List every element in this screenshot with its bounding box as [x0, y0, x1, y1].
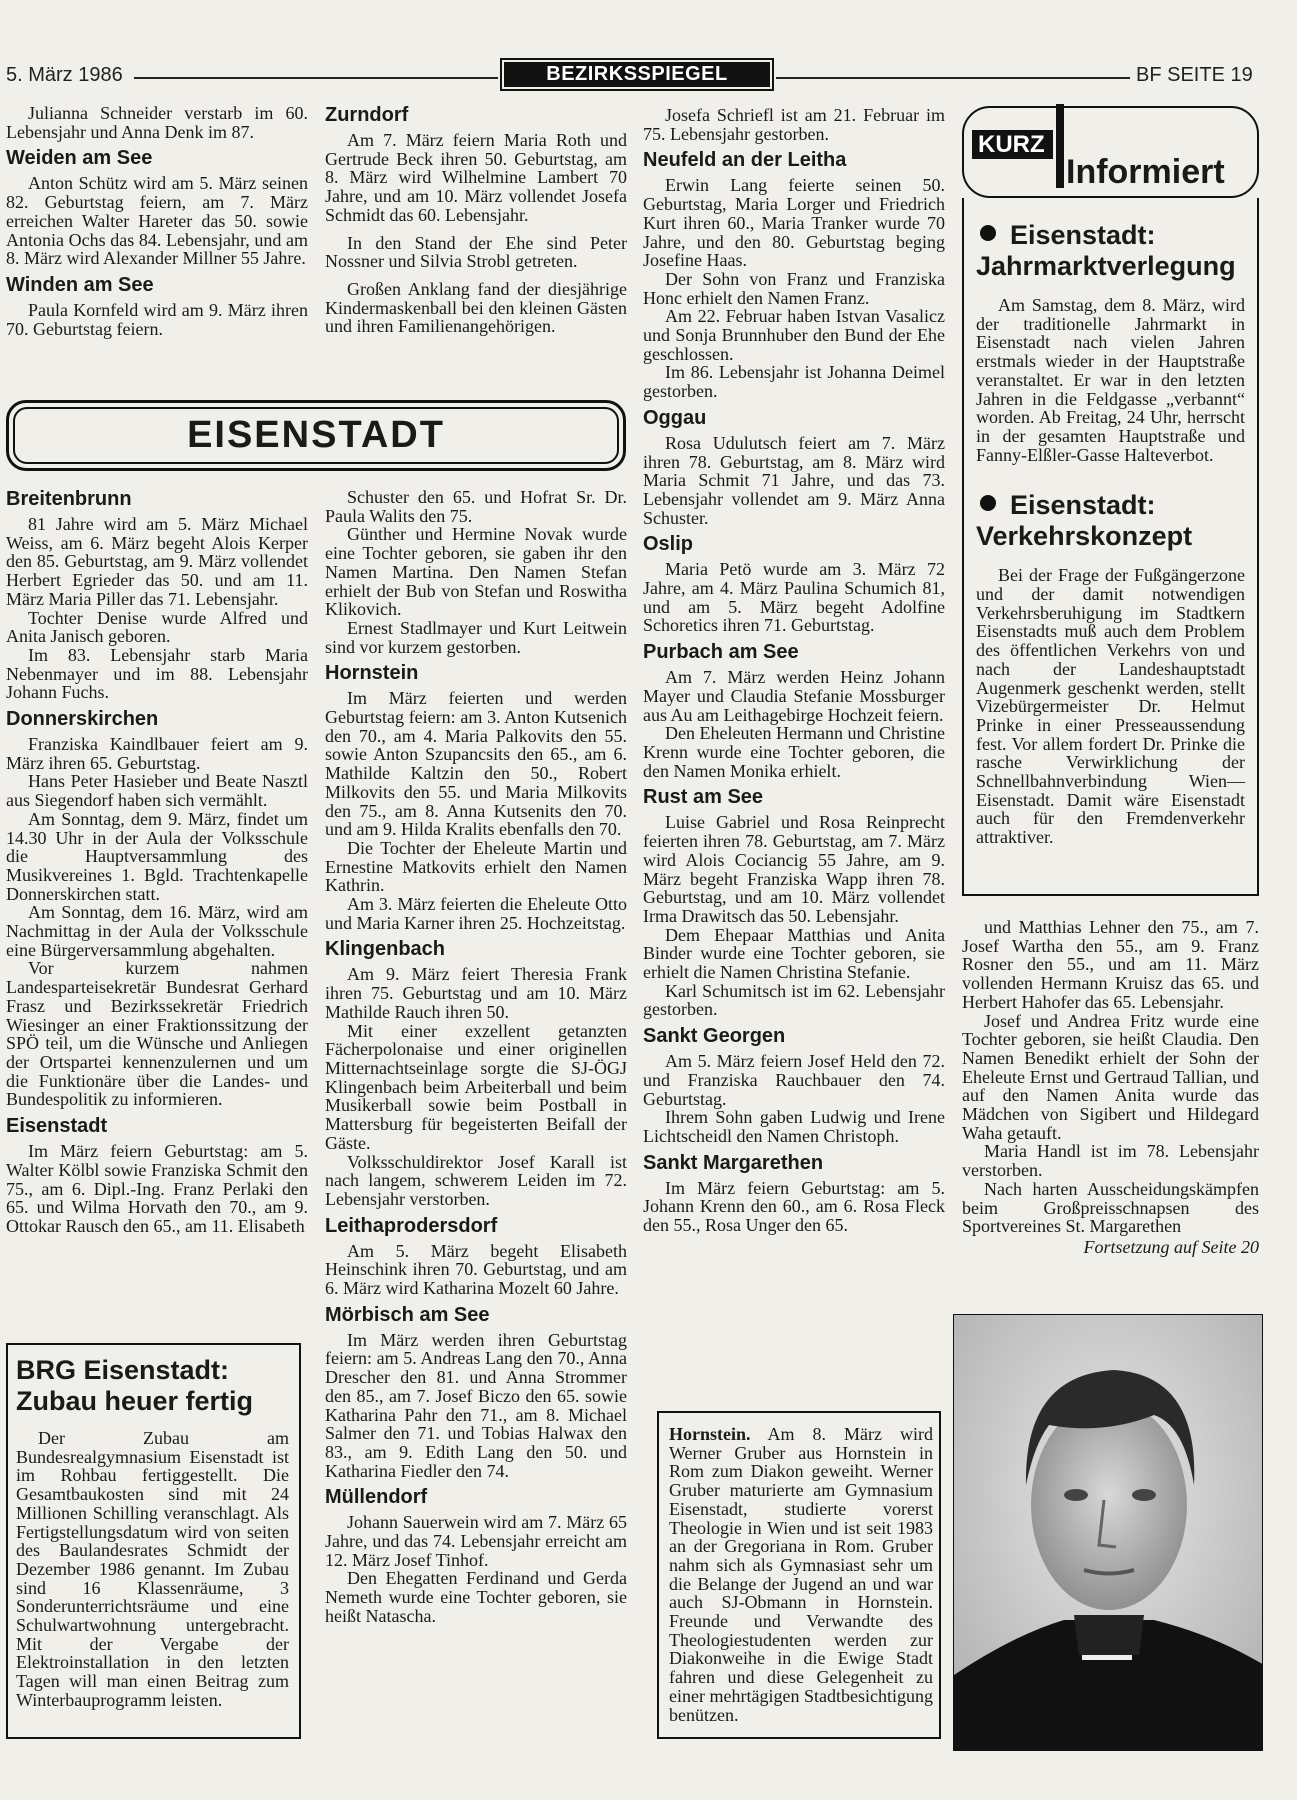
article-paragraph: Nach harten Ausscheidungskämpfen beim Großpreisschnapsen des Sportvereines St. Margarethen [962, 1178, 1259, 1237]
article-paragraph: Vor kurzem nahmen Landesparteisekretär Bundesrat Gerhard Frasz und Bezirkssekretär Friedrich Wiesinger an einer Fraktionssitzung der SPÖ teil, um die Wünsche und Anliegen der Ortspartei kennenzulernen und um die Funktionäre über die Landes- und Bundespolitik zu informieren. [6, 958, 308, 1110]
news-body: Am Samstag, dem 8. März, wird der traditionelle Jahrmarkt in Eisenstadt nach vielen Jahren erstmals wieder in der Hauptstraße veranstaltet. Er war in den letzten Jahren in die Feldgasse „verbannt“ worden. Ab Freitag, 24 Uhr, herrscht in der gesamten Hauptstraße und Fanny-Elßler-Gasse Halteverbot. [976, 295, 1245, 465]
bullet-icon [980, 495, 996, 511]
header-rule-right [776, 77, 1130, 79]
kurz-informiert-box [962, 106, 1259, 896]
column-2-top [325, 104, 627, 336]
locality-heading: Rust am See [643, 786, 764, 809]
caption-lead: Hornstein. [669, 1424, 751, 1444]
kurz-informiert-header [962, 106, 1259, 198]
article-paragraph: Rosa Udulutsch feiert am 7. März ihren 78. Geburtstag, am 8. März wird Maria Schmit 71 Jahre, und das 73. Lebensjahr vollendet am 9. März Anna Schuster. [643, 432, 945, 528]
article-paragraph: Der Sohn von Franz und Franziska Honc erhielt den Namen Franz. [643, 268, 945, 308]
portrait-photo [953, 1314, 1263, 1751]
issue-date: 5. März 1986 [6, 64, 123, 86]
page-number: BF SEITE 19 [1136, 64, 1253, 86]
header-rule-left [134, 77, 498, 79]
article-paragraph: Hans Peter Hasieber und Beate Nasztl aus Siegendorf haben sich vermählt. [6, 771, 308, 811]
article-paragraph: Maria Petö wurde am 3. März 72 Jahre, am 4. März Paulina Schumich 81, und am 5. März begeht Adolfine Schoretics ihren 71. Geburtstag. [643, 559, 945, 636]
article-paragraph: Dem Ehepaar Matthias und Anita Binder wurde eine Tochter geboren, sie erhielt die Namen Christina Stefanie. [643, 924, 945, 983]
article-paragraph: 81 Jahre wird am 5. März Michael Weiss, am 6. März begeht Alois Kerper den 85. Geburtstag, am 9. März vollendet Herbert Egrieder das 50. und am 11. März Maria Piller das 71. Lebensjahr. [6, 514, 308, 609]
article-paragraph: Großen Anklang fand der diesjährige Kindermaskenball bei den kleinen Gästen und ihren Familienangehörigen. [325, 278, 627, 337]
article-paragraph: Am Sonntag, dem 16. März, wird am Nachmittag in der Aula der Volksschule eine Bürgerversammlung abgehalten. [6, 902, 308, 960]
article-paragraph: Den Ehegatten Ferdinand und Gerda Nemeth wurde eine Tochter geboren, sie heißt Natascha. [325, 1568, 627, 1626]
eisenstadt-banner [6, 400, 626, 471]
article-paragraph: Die Tochter der Eheleute Martin und Ernestine Matkovits erhielt den Namen Kathrin. [325, 837, 627, 896]
article-paragraph: Julianna Schneider verstarb im 60. Lebensjahr und Anna Denk im 87. [6, 103, 308, 142]
locality-heading: Breitenbrunn [6, 488, 132, 510]
column-1-top [6, 104, 308, 338]
article-paragraph: Franziska Kaindlbauer feiert am 9. März ihren 65. Geburtstag. [6, 734, 308, 773]
article-paragraph: In den Stand der Ehe sind Peter Nossner und Silvia Strobl getreten. [325, 232, 627, 272]
locality-heading: Zurndorf [325, 104, 409, 126]
article-paragraph: Mit einer exzellent getanzten Fächerpolonaise und einer originellen Mitternachtseinlage sorgte die SJ-ÖGJ Klingenbach beim Arbeiterball und beim Musikerball sowie beim Postball in Mattersburg für begeisterten Beifall der Gäste. [325, 1020, 627, 1153]
article-paragraph: Erwin Lang feierte seinen 50. Geburtstag, Maria Lorger und Friedrich Kurt ihren 60., Maria Tranker wurde 70 Jahre, und den 80. Geburtstag beging Josefine Haas. [643, 175, 945, 271]
kurz-title: Informiert [1066, 153, 1225, 191]
column-1-lower [6, 488, 308, 1236]
locality-heading: Sankt Margarethen [643, 1151, 824, 1174]
article-paragraph: Ernest Stadlmayer und Kurt Leitwein sind vor kurzem gestorben. [325, 617, 627, 657]
article-paragraph: Josef und Andrea Fritz wurde eine Tochter geboren, sie heißt Claudia. Den Namen Benedikt erhielt der Sohn der Eheleute Ernst und Gertraud Tallian, und auf den Namen Anita wurde das Mädchen von Sigibert und Hildegard Waha getauft. [962, 1010, 1259, 1143]
article-paragraph: Volksschuldirektor Josef Karall ist nach langem, schwerem Leiden im 72. Lebensjahr verstorben. [325, 1151, 627, 1209]
locality-heading: Oslip [643, 533, 694, 556]
column-4-lower [962, 918, 1259, 1257]
article-paragraph: Im März werden ihren Geburtstag feiern: am 5. Andreas Lang den 70., Anna Drescher den 81. und Anna Strommer den 85., am 7. Josef Biczo den 65. sowie Katharina Pahr den 71., am 8. Michael Salmer den 71. und Tobias Halwax den 83., am 9. Edith Lang den 50. und Katharina Fiedler den 74. [325, 1329, 627, 1481]
article-paragraph: Günther und Hermine Novak wurde eine Tochter geboren, sie gaben ihr den Namen Martina. Den Namen Stefan erhielt der Bub von Stefan und Roswitha Klikovich. [325, 524, 627, 620]
article-paragraph: Am 22. Februar haben Istvan Vasalicz und Sonja Brunnhuber den Bund der Ehe geschlossen. [643, 306, 945, 364]
article-paragraph: Am 7. März feiern Maria Roth und Gertrude Beck ihren 50. Geburtstag, am 8. März wird Wilhelmine Lambert 70 Jahre, und am 10. März vollendet Josefa Schmidt das 60. Lebensjahr. [325, 130, 627, 225]
brg-body: Der Zubau am Bundesrealgymnasium Eisenstadt ist im Rohbau fertiggestellt. Die Gesamtbaukosten sind mit 24 Millionen Schilling veranschlagt. Als Fertigstellungsdatum wird von seiten des Baulandesrates Schmidt der Dezember 1986 genannt. Im Zubau sind 16 Klassenräume, 3 Sonderunterrichtsräume und eine Schulwartwohnung untergebracht. Mit der Vergabe der Elektroinstallation in den letzten Tagen will man einen Beitrag zum Winterbauprogramm leisten. [16, 1428, 289, 1710]
column-3 [643, 106, 945, 1235]
article-paragraph: Josefa Schriefl ist am 21. Februar im 75. Lebensjahr gestorben. [643, 105, 945, 144]
article-paragraph: Anton Schütz wird am 5. März seinen 82. Geburtstag feiern, am 7. März erreichen Walter Hareter das 50. sowie Antonia Ochs das 84. Lebensjahr, und am 8. März wird Alexander Millner 55 Jahre. [6, 173, 308, 269]
article-paragraph: Tochter Denise wurde Alfred und Anita Janisch geboren. [6, 607, 308, 647]
article-paragraph: Ihrem Sohn gaben Ludwig und Irene Lichtscheidl den Namen Christoph. [643, 1107, 945, 1146]
article-paragraph: Am 5. März begeht Elisabeth Heinschink ihren 70. Geburtstag, und am 6. März wird Katharina Mozelt 60 Jahre. [325, 1240, 627, 1299]
continuation-note: Fortsetzung auf Seite 20 [1083, 1236, 1259, 1257]
article-paragraph: Luise Gabriel und Rosa Reinprecht feierten ihren 78. Geburtstag, am 7. März wird Alois Cociancig 55 Jahre, am 9. März begeht Franziska Wapp ihren 78. Geburtstag, und am 10. März vollendet Irma Drawitsch das 50. Lebensjahr. [643, 812, 945, 926]
article-paragraph: Am 9. März feiert Theresia Frank ihren 75. Geburtstag und am 10. März Mathilde Rauch ihren 50. [325, 964, 627, 1022]
article-paragraph: Im 86. Lebensjahr ist Johanna Deimel gestorben. [643, 362, 945, 402]
caption-body: Am 8. März wird Werner Gruber aus Hornstein in Rom zum Diakon geweiht. Werner Gruber maturierte am Gymnasium Eisenstadt, studierte vorerst Theologie in Wien und ist seit 1983 an der Gregoriana in Rom. Gruber nahm sich als Gymnasiast sehr um die Belange der Jugend an und war auch SJ-Obmann in Hornstein. Freunde und Verwandte des Theologiestudenten werden zur Diakonweihe in die Ewige Stadt fahren und diese Gelegenheit zu einer mehrtägigen Stadtbesichtigung benützen. [669, 1424, 933, 1725]
locality-heading: Klingenbach [325, 938, 446, 961]
article-paragraph: Johann Sauerwein wird am 7. März 65 Jahre, und das 74. Lebensjahr erreicht am 12. März Josef Tinhof. [325, 1512, 627, 1570]
locality-heading: Mörbisch am See [325, 1303, 490, 1326]
article-paragraph: Am 7. März werden Heinz Johann Mayer und Claudia Stefanie Mossburger aus Au am Leithagebirge Hochzeit feiern. [643, 667, 945, 725]
article-paragraph: Im 83. Lebensjahr starb Maria Nebenmayer und im 88. Lebensjahr Johann Fuchs. [6, 644, 308, 703]
news-headline: Eisenstadt: Jahrmarktverlegung [976, 220, 1236, 281]
locality-heading: Müllendorf [325, 1486, 428, 1509]
article-paragraph: Maria Handl ist im 78. Lebensjahr verstorben. [962, 1141, 1259, 1181]
article-paragraph: Schuster den 65. und Hofrat Sr. Dr. Paula Walits den 75. [325, 487, 627, 526]
article-paragraph: Am 3. März feierten die Eheleute Otto und Maria Karner ihren 25. Hochzeitstag. [325, 894, 627, 933]
locality-heading: Weiden am See [6, 147, 153, 170]
article-paragraph: Im März feierten und werden Geburtstag feiern: am 3. Anton Kutsenich den 70., am 4. Maria Palkovits den 55. sowie Anton Szupancsits den 65., am 6. Mathilde Kaltzin den 50., Robert Milkovits den 55. und Maria Milkovits den 75., am 8. Anna Kutsenits den 70. und am 9. Hilda Kralits ebenfalls den 70. [325, 688, 627, 840]
photo-caption [657, 1411, 941, 1739]
kurz-divider-bar [1056, 104, 1064, 188]
brg-article-box [6, 1343, 301, 1739]
kurz-informiert-body [962, 198, 1259, 896]
photo-feature [643, 1314, 1263, 1751]
locality-heading: Sankt Georgen [643, 1025, 786, 1048]
news-headline: Eisenstadt: Verkehrskonzept [976, 490, 1193, 552]
locality-heading: Hornstein [325, 662, 419, 685]
article-paragraph: Paula Kornfeld wird am 9. März ihren 70. Geburtstag feiern. [6, 299, 308, 339]
banner-title: EISENSTADT [13, 407, 619, 464]
article-paragraph: Am 5. März feiern Josef Held den 72. und Franziska Rauchbauer den 74. Geburtstag. [643, 1051, 945, 1109]
locality-heading: Donnerskirchen [6, 708, 159, 731]
article-paragraph: Am Sonntag, dem 9. März, findet um 14.30 Uhr in der Aula der Volksschule die Hauptversammlung des Musikvereines 1. Bgld. Trachtenkapelle Donnerskirchen statt. [6, 808, 308, 904]
bullet-icon [980, 225, 996, 241]
article-paragraph: Im März feiern Geburtstag: am 5. Walter Kölbl sowie Franziska Schmit den 75., am 6. Dipl.-Ing. Franz Perlaki den 65. und Wilma Horvath den 70., am 9. Ottokar Rausch den 65., am 11. Elisabeth [6, 1141, 308, 1236]
locality-heading: Leithaprodersdorf [325, 1214, 498, 1237]
locality-heading: Eisenstadt [6, 1115, 108, 1138]
article-paragraph: Karl Schumitsch ist im 62. Lebensjahr gestorben. [643, 980, 945, 1020]
locality-heading: Winden am See [6, 273, 154, 296]
news-body: Bei der Frage der Fußgängerzone und der damit notwendigen Verkehrsberuhigung im Stadtkern Eisenstadts muß auch dem Problem des öffentlichen Verkehrs von und nach der Landeshauptstadt Augenmerk geschenkt werden, stellt Vizebürgermeister Dr. Helmut Prinke in einer Presseaussendung fest. Vor allem fordert Dr. Prinke die rasche Verwirklichung der Schnellbahnverbindung Wien—Eisenstadt. Damit wäre Eisenstadt auch für den Fremdenverkehr attraktiver. [976, 565, 1245, 848]
kurz-label: KURZ [972, 130, 1053, 159]
article-paragraph: und Matthias Lehner den 75., am 7. Josef Wartha den 55., am 9. Franz Rosner den 55., und am 11. März vollenden Hermann Kruisz das 65. und Herbert Hahofer das 65. Lebensjahr. [962, 917, 1259, 1012]
locality-heading: Purbach am See [643, 641, 799, 664]
article-paragraph: Den Eheleuten Hermann und Christine Krenn wurde eine Tochter geboren, die den Namen Monika erhielt. [643, 723, 945, 781]
column-4-articles [962, 918, 1259, 1236]
column-2-lower [325, 488, 627, 1626]
section-title-box [500, 58, 774, 91]
portrait-image [954, 1315, 1263, 1751]
locality-heading: Neufeld an der Leitha [643, 149, 847, 172]
article-paragraph: Im März feiern Geburtstag: am 5. Johann Krenn den 60., am 6. Rosa Fleck den 55., Rosa Unger den 65. [643, 1177, 945, 1236]
brg-headline: BRG Eisenstadt: Zubau heuer fertig [16, 1355, 254, 1416]
section-title: BEZIRKSSPIEGEL [504, 62, 770, 87]
locality-heading: Oggau [643, 406, 707, 429]
